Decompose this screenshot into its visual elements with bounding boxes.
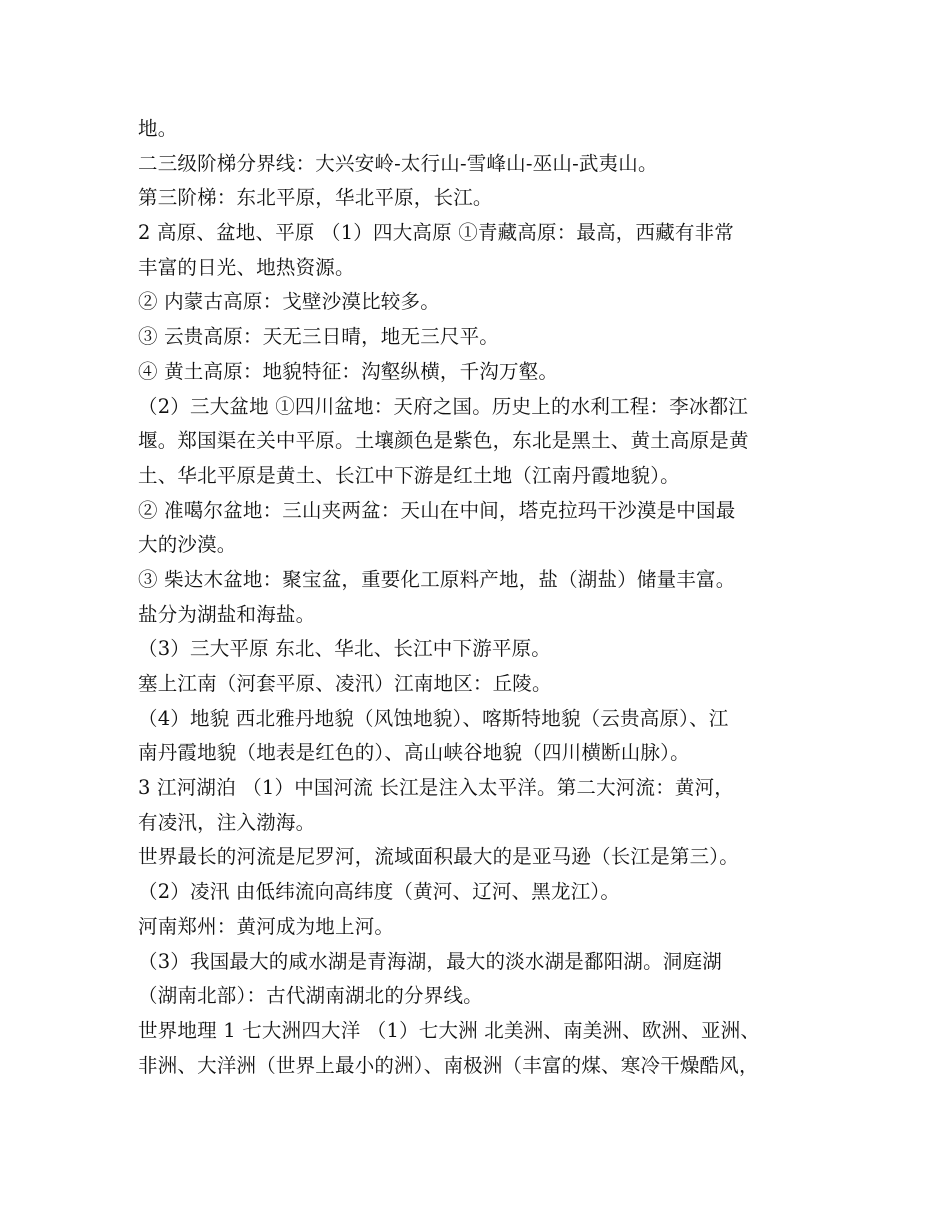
text-line-18: （4）地貌 西北雅丹地貌（风蚀地貌）、喀斯特地貌（云贵高原）、江	[138, 706, 729, 730]
text-line-8: ④ 黄土高原：地貌特征：沟壑纵横，千沟万壑。	[138, 359, 559, 383]
text-line-9: （2）三大盆地 ①四川盆地：天府之国。历史上的水利工程：李冰都江	[138, 394, 749, 418]
text-line-7: ③ 云贵高原：天无三日晴，地无三尺平。	[138, 325, 499, 349]
text-line-6: ② 内蒙古高原：戈壁沙漠比较多。	[138, 290, 440, 314]
text-line-20: 3 江河湖泊 （1）中国河流 长江是注入太平洋。第二大河流：黄河，	[138, 776, 735, 800]
text-line-21: 有凌汛，注入渤海。	[138, 810, 316, 834]
text-line-23: （2）凌汛 由低纬流向高纬度（黄河、辽河、黑龙江）。	[138, 880, 621, 904]
text-line-1: 地。	[138, 117, 178, 140]
text-line-12: ② 准噶尔盆地：三山夹两盆：天山在中间，塔克拉玛干沙漠是中国最	[138, 498, 736, 522]
text-line-19: 南丹霞地貌（地表是红色的）、高山峡谷地貌（四川横断山脉）。	[138, 741, 690, 765]
text-line-5: 丰富的日光、地热资源。	[138, 255, 355, 279]
text-line-24: 河南郑州：黄河成为地上河。	[138, 914, 395, 938]
text-line-15: 盐分为湖盐和海盐。	[138, 602, 316, 626]
text-line-4: 2 高原、盆地、平原 （1）四大高原 ①青藏高原：最高，西藏有非常	[138, 221, 735, 245]
text-line-17: 塞上江南（河套平原、凌汛）江南地区：丘陵。	[138, 672, 552, 695]
text-line-16: （3）三大平原 东北、华北、长江中下游平原。	[138, 637, 552, 661]
text-line-25: （3）我国最大的咸水湖是青海湖，最大的淡水湖是鄱阳湖。洞庭湖	[138, 949, 722, 973]
text-line-22: 世界最长的河流是尼罗河，流域面积最大的是亚马逊（长江是第三）。	[138, 845, 739, 869]
text-line-14: ③ 柴达木盆地：聚宝盆，重要化工原料产地，盐（湖盐）储量丰富。	[138, 567, 736, 591]
text-line-26: （湖南北部）：古代湖南湖北的分界线。	[138, 984, 483, 1008]
text-line-11: 土、华北平原是黄土、长江中下游是红土地（江南丹霞地貌）。	[138, 463, 680, 487]
text-line-3: 第三阶梯：东北平原，华北平原，长江。	[138, 186, 493, 210]
document-body	[138, 112, 818, 1083]
text-line-2: 二三级阶梯分界线：大兴安岭-太行山-雪峰山-巫山-武夷山。	[138, 151, 658, 175]
text-line-27: 世界地理 1 七大洲四大洋 （1）七大洲 北美洲、南美洲、欧洲、亚洲、	[138, 1018, 761, 1042]
text-line-28: 非洲、大洋洲（世界上最小的洲）、南极洲（丰富的煤、寒冷干燥酷风，	[138, 1053, 759, 1077]
text-line-13: 大的沙漠。	[138, 533, 237, 557]
text-line-10: 堰。郑国渠在关中平原。土壤颜色是紫色，东北是黑土、黄土高原是黄	[138, 429, 749, 453]
